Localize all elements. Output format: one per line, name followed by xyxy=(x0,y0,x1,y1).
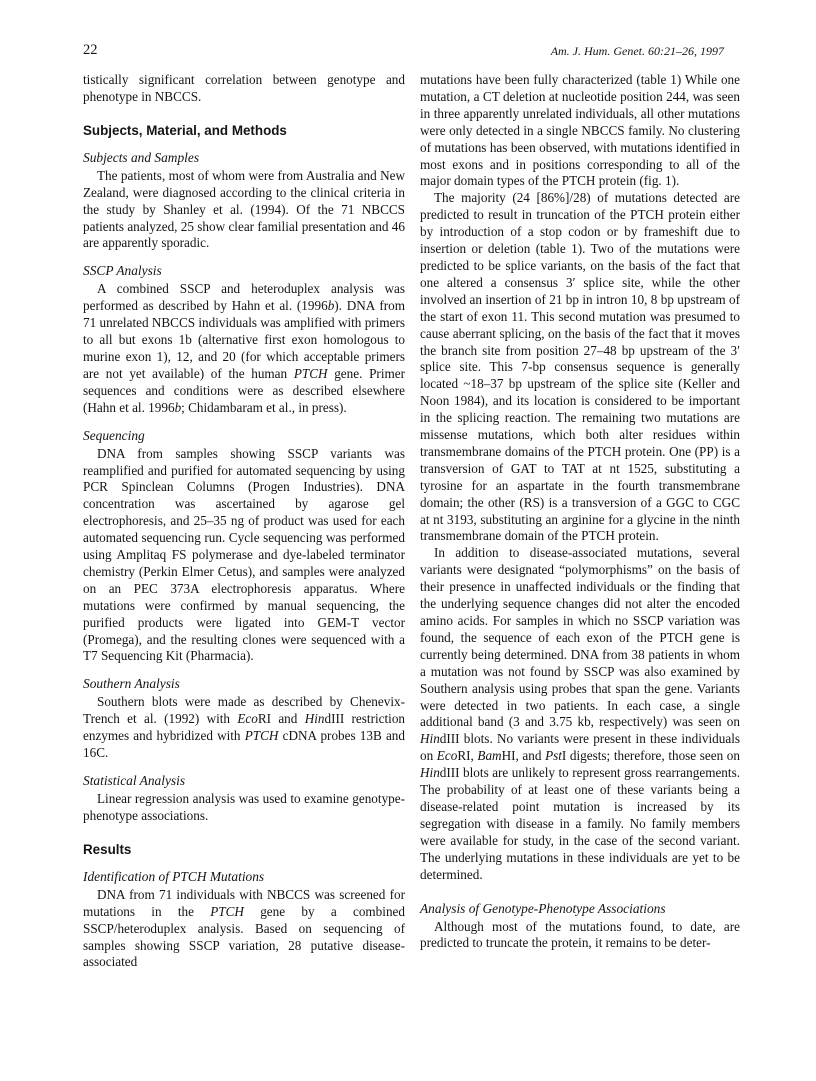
journal-reference: Am. J. Hum. Genet. 60:21–26, 1997 xyxy=(550,44,724,58)
sequencing-paragraph: DNA from samples showing SSCP variants was reamplified and purified for automated sequencing by using PCR Spinclean Columns (Progen Industries). DNA concentration was ascertained by agarose gel electrophoresis, and 25–35 ng of product was used for each automated sequencing run. Cycle sequencing was performed using Amplitaq FS polymerase and dye-labeled terminator chemistry (Perkin Elmer Cetus), and samples were analyzed on an PEC 373A electrophoresis apparatus. Where mutations were confirmed by manual sequencing, the purified products were ligated into GEM-T vector (Promega), and the resulting clones were sequenced with a T7 Sequencing Kit (Pharmacia). xyxy=(83,445,405,664)
intro-tail-paragraph: tistically significant correlation between genotype and phenotype in NBCCS. xyxy=(83,72,405,104)
genotype-phenotype-paragraph: Although most of the mutations found, to date, are predicted to truncate the protein, it remains to be deter- xyxy=(420,918,740,951)
sequencing-heading: Sequencing xyxy=(83,427,145,443)
sscp-paragraph: A combined SSCP and heteroduplex analysis was performed as described by Hahn et al. (1996b). DNA from 71 unrelated NBCCS individuals was amplified with primers to all but exons 1b (alternative first exon homologous to murine exon 1), 12, and 20 (for which acceptable primers are not yet available) of the human PTCH gene. Primer sequences and conditions were as described elsewhere (Hahn et al. 1996b; Chidambaram et al., in press). xyxy=(83,281,405,415)
mutations-paragraph: mutations have been fully characterized (table 1) While one mutation, a CT deletion at nucleotide position 244, was seen in three apparently unrelated individuals, all other mutations were only detected in a single NBCCS family. No clustering of mutations has been observed, with mutations identified in most exons and in positions corresponding to all of the major domain types of the PTCH protein (fig. 1). xyxy=(420,72,740,189)
polymorphisms-paragraph: In addition to disease-associated mutations, several variants were designated “polymorphisms” on the basis of their presence in unaffected individuals or the finding that the underlying sequence changes did not alter the encoded amino acids. For samples in which no SSCP variation was found, the sequence of each exon of the PTCH gene is currently being determined. DNA from 38 patients in whom a mutation was not found by SSCP was also examined by Southern analysis using probes that span the gene. Variants were detected in two patients. In each case, a single additional band (3 and 3.75 kb, respectively) was seen on HindIII blots. No variants were present in these individuals on EcoRI, BamHI, and PstI digests; therefore, those seen on HindIII blots are unlikely to represent gross rearrangements. The probability of at least one of these variants being a disease-related point mutation is increased by its segregation with disease in a family. No family members were available for study, in the case of the second variant. The underlying mutations in these individuals are yet to be determined. xyxy=(420,545,740,882)
page-number: 22 xyxy=(83,42,98,58)
methods-heading: Subjects, Material, and Methods xyxy=(83,122,287,138)
statistical-heading: Statistical Analysis xyxy=(83,773,186,788)
southern-paragraph: Southern blots were made as described by Chenevix-Trench et al. (1992) with EcoRI and HindIII restriction enzymes and hybridized with PTCH cDNA probes 13B and 16C. xyxy=(83,694,406,761)
southern-heading: Southern Analysis xyxy=(83,676,180,692)
right-column xyxy=(420,72,740,952)
genotype-phenotype-heading: Analysis of Genotype-Phenotype Associations xyxy=(420,900,666,916)
majority-paragraph: The majority (24 [86%]/28) of mutations detected are predicted to result in truncation of the PTCH protein either by introduction of a stop codon or by frameshift due to insertion or deletion (table 1). Two of the mutations were predicted to be splice variants, on the basis of the fact that one altered a consensus 3′ splice site, while the other involved an insertion of 21 bp in intron 10, 8 bp upstream of the start of exon 11. This second mutation was presumed to cause aberrant splicing, on the basis of the fact that it moves the branch site from position 27–48 bp upstream of the 3′ splice site. This 7-bp consensus sequence is generally located ~18–37 bp upstream of the splice site (Keller and Noon 1984), and its location is considered to be important in the splicing reaction. The remaining two mutations are missense mutations, which both alter residues within transmembrane domains of the PTCH protein. One (PP) is a transversion of GAT to TAT at nt 1525, substituting a tyrosine for an aspartate in the fourth transmembrane domain; the other (RS) is a transversion of a GGC to CGC at nt 3193, substituting an arginine for a glycine in the ninth transmembrane domain of the PTCH protein. xyxy=(420,190,740,544)
sscp-heading: SSCP Analysis xyxy=(83,263,162,279)
identification-paragraph: DNA from 71 individuals with NBCCS was screened for mutations in the PTCH gene by a combined SSCP/heteroduplex analysis. Based on sequencing of samples showing SSCP variation, 28 putative disease-associated xyxy=(83,886,405,970)
results-heading: Results xyxy=(83,841,132,857)
identification-heading: Identification of PTCH Mutations xyxy=(83,868,265,884)
statistical-paragraph: Linear regression analysis was used to examine genotype-phenotype associations. xyxy=(83,791,405,823)
subjects-paragraph: The patients, most of whom were from Australia and New Zealand, were diagnosed according to the clinical criteria in the study by Shanley et al. (1994). Of the 71 NBCCS patients analyzed, 25 show clear familial presentation and 46 are apparently sporadic. xyxy=(83,167,405,251)
left-column xyxy=(83,72,405,971)
subjects-heading: Subjects and Samples xyxy=(83,149,200,165)
